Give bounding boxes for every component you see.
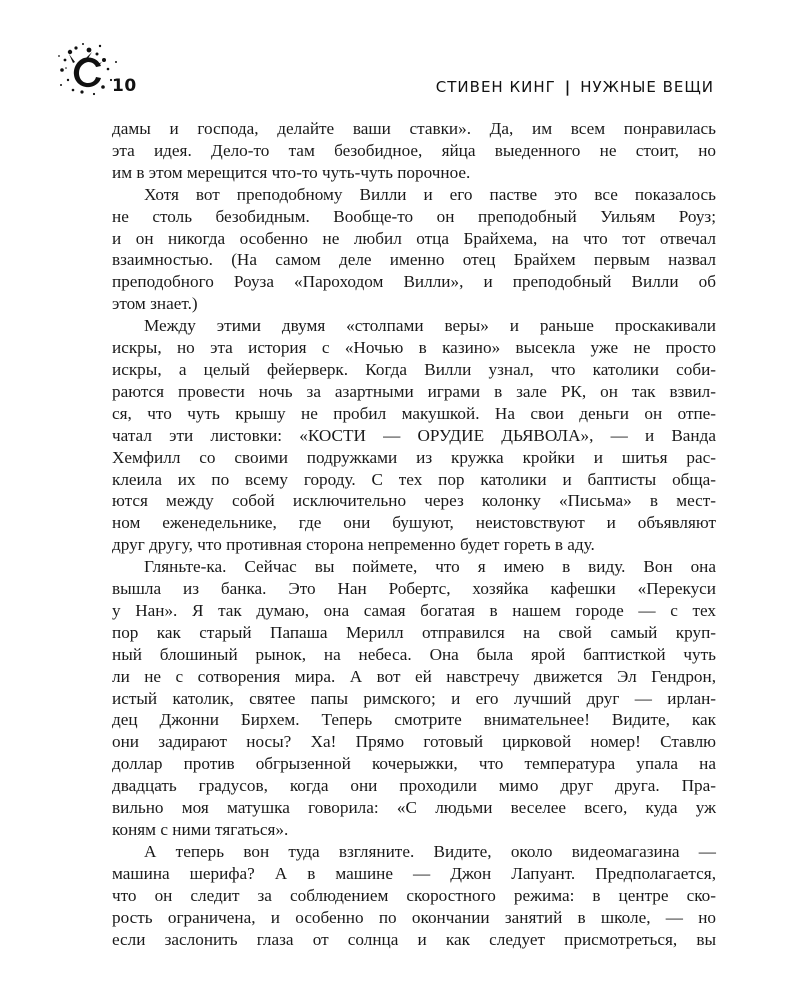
text-line: Гляньте-ка. Сейчас вы поймете, что я имею в виду. Вон она	[144, 557, 716, 577]
text-line: не столь безобидным. Вообще-то он преподобный Уильям Роуз;	[112, 206, 716, 226]
text-line: у Нан». Я так думаю, она самая богатая в нашем городе — с тех	[112, 600, 716, 620]
page-number: 10	[112, 76, 137, 96]
text-line: друг другу, что противная сторона непременно будет гореть в аду.	[112, 535, 595, 555]
text-line: ный блошиный рынок, на небеса. Она была ярой баптисткой чуть	[112, 644, 716, 664]
text-line: Между этими двумя «столпами веры» и раньше проскакивали	[144, 316, 716, 336]
text-line: ся, что чуть крышу не пробил макушкой. На свои деньги он отпе-	[112, 403, 716, 423]
text-line: раются провести ночь за азартными играми в зале РК, он так взвил-	[112, 381, 716, 401]
text-line: вильно моя матушка говорила: «С людьми веселее всего, куда уж	[112, 798, 716, 818]
text-line: искры, а целый фейерверк. Когда Вилли узнал, что католики соби-	[112, 359, 716, 379]
text-line: клеила их по всему городу. С тех пор католики и баптисты обща-	[112, 469, 716, 489]
running-head-title: НУЖНЫЕ ВЕЩИ	[580, 78, 714, 96]
running-head-separator: |	[564, 78, 572, 96]
text-line: истый католик, святее папы римского; и его лучший друг — ирлан-	[112, 688, 716, 708]
text-line: А теперь вон туда взгляните. Видите, около видеомагазина —	[144, 841, 716, 861]
text-line: доллар против обгрызенной кочерыжки, что температура упала на	[112, 754, 716, 774]
text-line: взаимностью. (На самом деле именно отец Брайхем первым назвал	[112, 250, 716, 270]
text-line: коням с ними тягаться».	[112, 820, 289, 839]
text-line: ли не с сотворения мира. А вот ей навстречу движется Эл Гендрон,	[112, 666, 716, 686]
text-line: если заслонить глаза от солнца и как следует присмотреться, вы	[112, 929, 716, 949]
text-line: дец Джонни Бирхем. Теперь смотрите внимательнее! Видите, как	[112, 710, 716, 730]
text-line: эта идея. Дело-то там безобидное, яйца выеденного не стоит, но	[112, 140, 716, 160]
paragraph	[112, 118, 716, 184]
text-line: рость ограничена, и особенно по окончании занятий в школе, — но	[112, 907, 716, 927]
text-line: Хотя вот преподобному Вилли и его пастве это все показалось	[144, 184, 716, 204]
text-line: Хемфилл со своими подружками из кружка кройки и шитья рас-	[112, 447, 716, 467]
running-head	[436, 78, 714, 96]
text-line: искры, но эта история с «Ночью в казино» высекла уже не просто	[112, 338, 716, 358]
text-line: этом знает.)	[112, 294, 198, 314]
paragraph	[112, 841, 716, 951]
body-text	[112, 118, 716, 950]
text-line: дамы и господа, делайте ваши ставки». Да, им всем понравилась	[112, 119, 716, 138]
text-line: вышла из банка. Это Нан Робертс, хозяйка кафешки «Перекуси	[112, 579, 716, 599]
text-line: чатал эти листовки: «КОСТИ — ОРУДИЕ ДЬЯВОЛА», — и Ванда	[112, 425, 716, 445]
text-line: они задирают носы? Ха! Прямо готовый цирковой номер! Ставлю	[112, 732, 716, 752]
text-line: им в этом мерещится что-то чуть-чуть порочное.	[112, 162, 471, 182]
text-line: ном еженедельнике, где они бушуют, неистовствуют и объявляют	[112, 513, 716, 533]
text-line: двадцать градусов, когда они проходили мимо друг друга. Пра-	[112, 776, 716, 796]
text-line: ются между собой исключительно через колонку «Письма» в мест-	[112, 491, 716, 511]
text-line: пор как старый Папаша Мерилл отправился на свой самый круп-	[112, 622, 716, 642]
text-line: что он следит за соблюдением скоростного режима: в центре ско-	[112, 885, 716, 905]
text-line: и он никогда особенно не любил отца Брайхема, на что тот отвечал	[112, 228, 716, 248]
text-line: машина шерифа? А в машине — Джон Лапуант. Предполагается,	[112, 863, 716, 883]
paragraph	[112, 315, 716, 556]
page-header	[0, 0, 800, 110]
paragraph	[112, 556, 716, 841]
paragraph	[112, 184, 716, 315]
text-line: преподобного Роуза «Пароходом Вилли», и преподобный Вилли об	[112, 272, 716, 292]
running-head-author: СТИВЕН КИНГ	[435, 78, 556, 96]
